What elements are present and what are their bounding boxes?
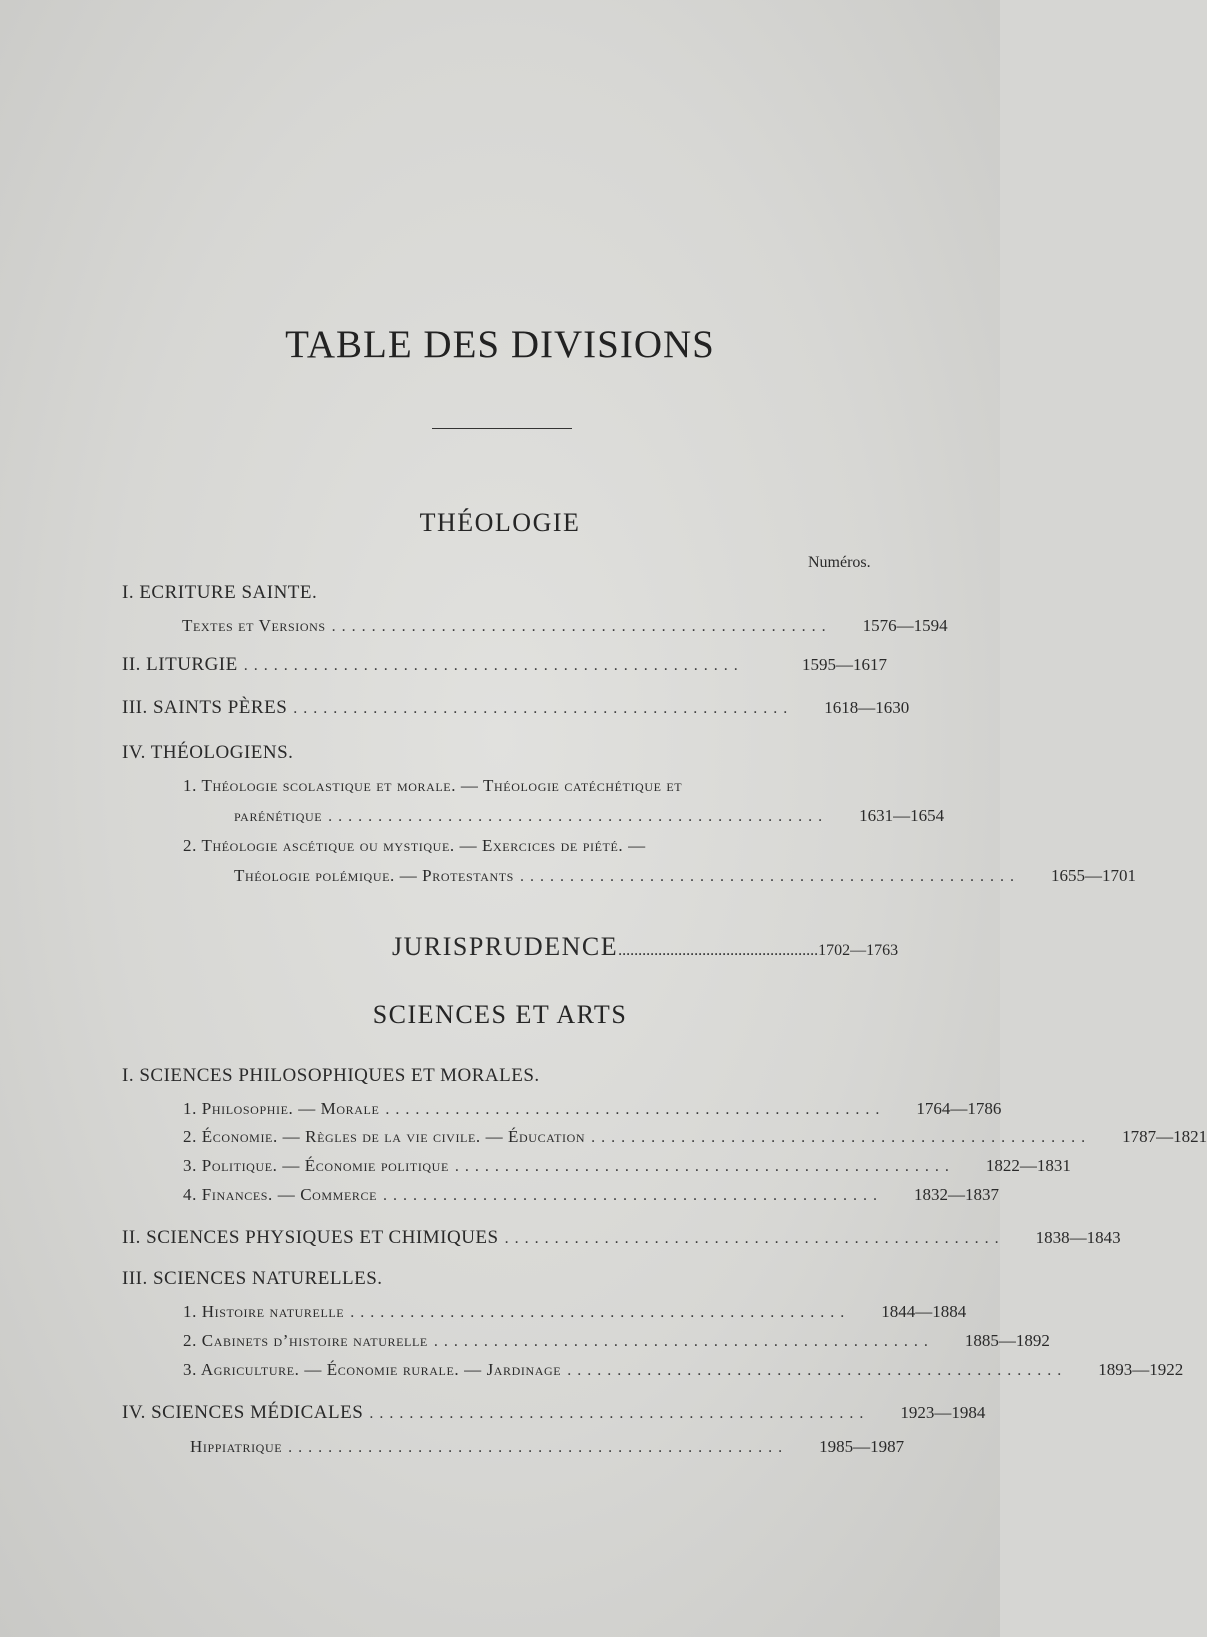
entry-sciences-medicales [0,1402,1000,1432]
entry-politique [0,1156,1071,1186]
leader-dots: .................................................. [383,1187,884,1204]
entry-number: 1822—1831 [985,1156,1071,1175]
leader-dots: .................................................. [591,1129,1092,1146]
entry-theologie-ascetique-line1: 2. Théologie ascétique ou mystique. — Exercices de piété. — [183,836,646,855]
entry-theologiens: IV. THÉOLOGIENS. [122,742,294,763]
entry-label: IV. SCIENCES MÉDICALES [122,1402,364,1423]
leader-dots: .................................................. [293,700,794,717]
entry-label: 2. Économie. — Règles de la vie civile. — Éducation [183,1127,586,1146]
entry-number: 1838—1843 [1035,1228,1121,1247]
entry-number: 1595—1617 [802,655,887,674]
entry-number: 1618—1630 [824,698,910,717]
entry-label: 3. Politique. — Économie politique [183,1156,449,1175]
leader-dots: .................................................. [504,1230,1005,1247]
leader-dots: .................................................. [288,1439,789,1456]
entry-label: Théologie polémique. — Protestants [234,866,514,885]
entry-number: 1923—1984 [900,1403,986,1422]
entry-agriculture [0,1360,1184,1390]
leader-dots: .................................................. [385,1101,886,1118]
entry-philosophie [0,1099,1000,1129]
leader-dots: .................................................. [328,808,829,825]
entry-number: 1576—1594 [862,616,948,635]
entry-number: 1702—1763 [818,942,899,959]
section-heading-sciences-arts: SCIENCES ET ARTS [372,1000,628,1029]
entry-label: Hippiatrique [190,1437,283,1456]
leader-dots: .................................................. [243,657,744,674]
entry-liturgie [0,654,1000,684]
entry-sciences-naturelles: III. SCIENCES NATURELLES. [122,1268,383,1289]
entry-theologie-scolastique [0,806,1000,836]
entry-textes-versions [0,616,1000,646]
page-title: TABLE DES DIVISIONS [285,323,715,366]
leader-dots: .................................................. [618,942,819,959]
title-rule [432,428,572,429]
entry-label: II. LITURGIE [122,654,238,675]
entry-jurisprudence [0,932,1000,966]
entry-number: 1787—1821 [1122,1127,1207,1146]
entry-number: 1764—1786 [916,1099,1002,1118]
entry-theologie-ascetique [0,866,1136,896]
entry-label: Textes et Versions [182,616,326,635]
entry-number: 1985—1987 [819,1437,905,1456]
entry-label: II. SCIENCES PHYSIQUES ET CHIMIQUES [122,1227,499,1248]
entry-number: 1893—1922 [1098,1360,1184,1379]
entry-sciences-physiques [0,1227,1121,1257]
entry-number: 1655—1701 [1050,866,1136,885]
leader-dots: .................................................. [350,1304,851,1321]
section-heading-jurisprudence: JURISPRUDENCE [392,932,619,961]
entry-label: 3. Agriculture. — Économie rurale. — Jardinage [183,1360,562,1379]
entry-economie [0,1127,1207,1157]
section-heading-theologie: THÉOLOGIE [419,508,581,537]
leader-dots: .................................................. [567,1362,1068,1379]
entry-label: 1. Histoire naturelle [183,1302,345,1321]
leader-dots: .................................................. [433,1333,934,1350]
leader-dots: .................................................. [369,1405,870,1422]
entry-cabinets [0,1331,1050,1361]
entry-label: 2. Cabinets d’histoire naturelle [183,1331,428,1350]
entry-hippiatrique [0,1437,1000,1467]
entry-label: III. SAINTS PÈRES [122,697,288,718]
column-header-numeros: Numéros. [808,554,871,571]
entry-number: 1832—1837 [914,1185,1000,1204]
entry-label: parénétique [234,806,323,825]
entry-sciences-philosophiques: I. SCIENCES PHILOSOPHIQUES ET MORALES. [122,1065,540,1086]
entry-label: 1. Philosophie. — Morale [183,1099,380,1118]
entry-number: 1631—1654 [859,806,945,825]
leader-dots: .................................................. [454,1158,955,1175]
entry-label: 4. Finances. — Commerce [183,1185,378,1204]
entry-histoire-naturelle [0,1302,1000,1332]
entry-saints-peres [0,697,1000,727]
entry-number: 1885—1892 [964,1331,1050,1350]
leader-dots: .................................................. [331,618,832,635]
entry-finances [0,1185,1000,1215]
entry-ecriture-sainte: I. ECRITURE SAINTE. [122,582,318,603]
entry-theologie-scolastique-line1: 1. Théologie scolastique et morale. — Théologie catéchétique et [183,776,683,795]
leader-dots: .................................................. [519,868,1020,885]
entry-number: 1844—1884 [881,1302,967,1321]
